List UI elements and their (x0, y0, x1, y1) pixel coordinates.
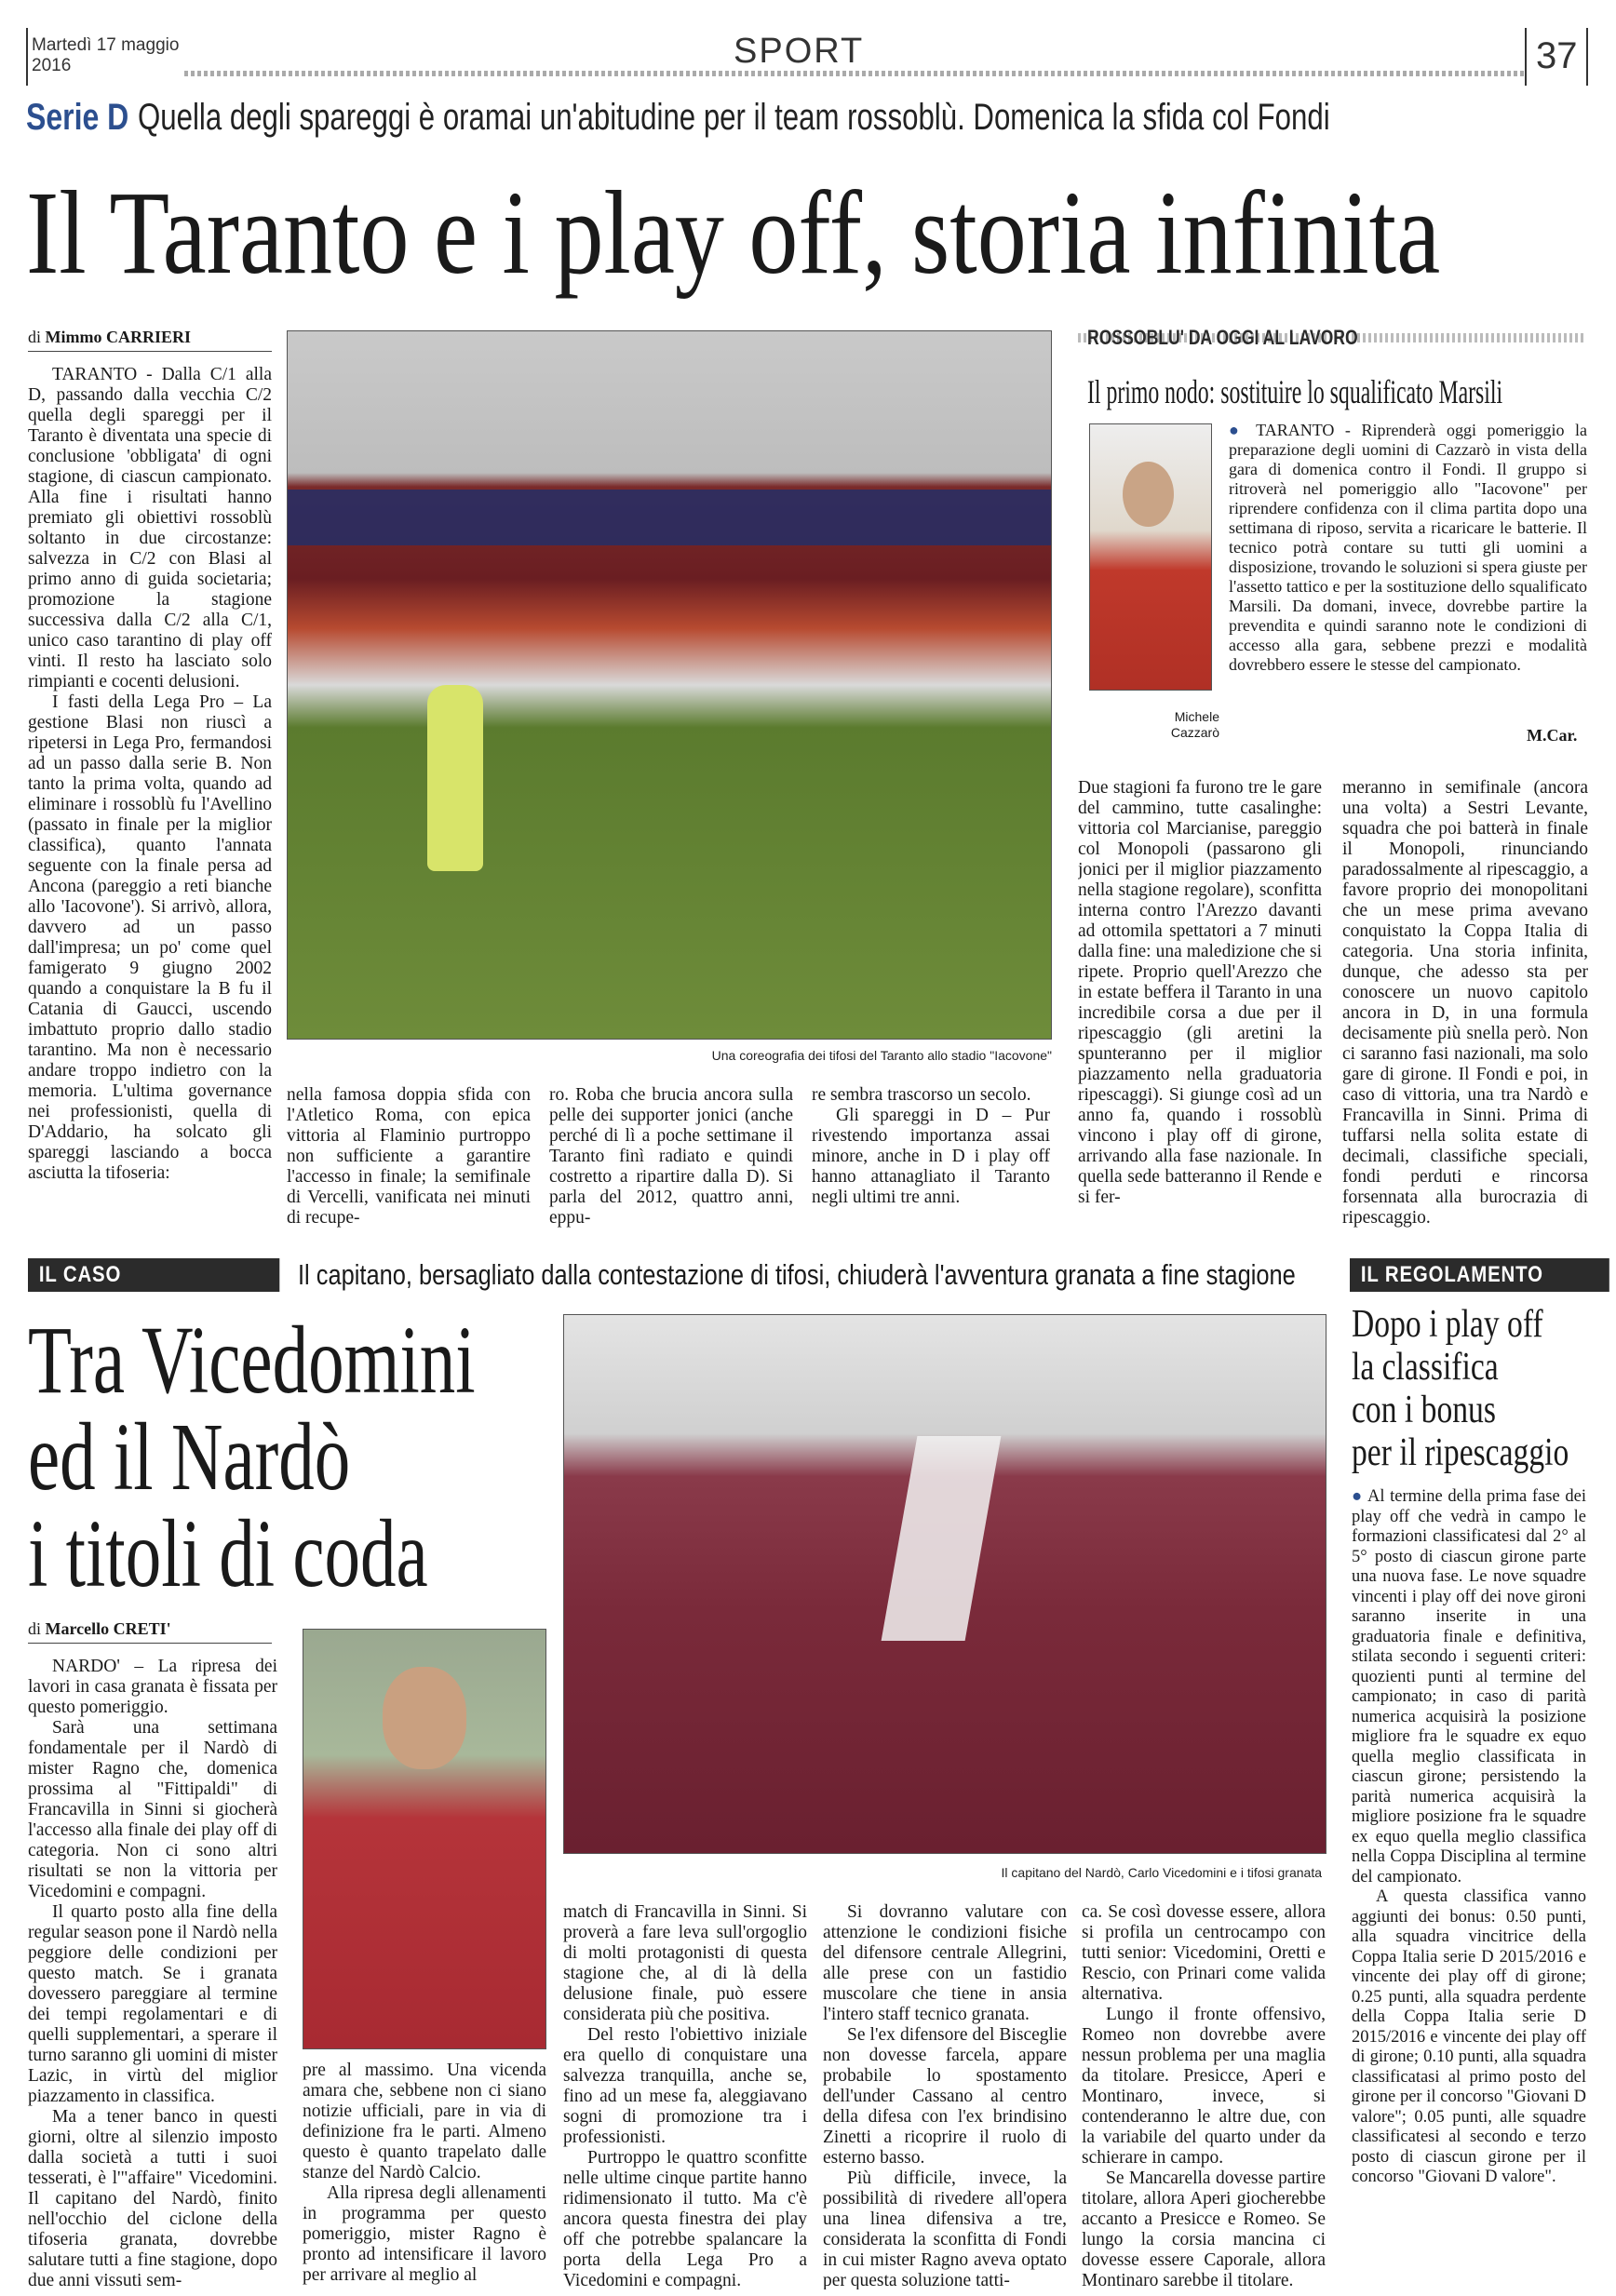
coach-photo (1089, 423, 1212, 691)
caso-headline-l3: i titoli di coda (28, 1500, 428, 1607)
sidebar-top-signature: M.Car. (1527, 726, 1578, 745)
caso-col1 (28, 1657, 277, 2289)
fans-photo (563, 1314, 1326, 1854)
header-right-rule (1525, 28, 1527, 86)
main-col5-p1: Due stagioni fa furono tre le gare del cammino, tutte casalinghe: vittoria col Marcianise, pareggio col Monopoli (passarono gli jonici per il miglior piazzamento nella stagione regolare), sconfitta interna contro l'Arezzo davanti ad ottomila spettatori a 7 minuti dalla fine: una maledizione che si ripete. Proprio quell'Arezzo che in estate beffera il Taranto in una incredibile corsa a due per il ripescaggio (gli aretini la spunteranno per il miglior piazzamento nella graduatoria ripescaggi). Si giunge così ad un anno fa, quando i rossoblù vincono i play off di girone, arrivando alla fase nazionale. In quella sede batteranno il Rende e si fer- (1078, 778, 1322, 1207)
caso-col1-p4: Ma a tener banco in questi giorni, oltre al silenzio imposto dalla società a tutti i suoi tesserati, è l'"affaire" Vicedomini. Il capitano del Nardò, finito nell'occhio del ciclone della tifoseria granata, dovrebbe salutare tutti a fine stagione, dopo due anni vissuti sem- (28, 2107, 277, 2289)
section-title: SPORT (734, 32, 865, 71)
byline-rule (28, 351, 272, 352)
caso-col5-p1: ca. Se così dovesse essere, allora si profila un centrocampo con tutti senior: Vicedomini, Oretti e Rescio, con Prinari come valida alternativa. (1082, 1902, 1326, 2004)
caso-col5 (1082, 1902, 1326, 2289)
caso-byline-name: Marcello CRETI' (45, 1619, 171, 1638)
caso-tag: IL CASO (28, 1258, 279, 1292)
header-left-rule (26, 28, 28, 86)
main-photo-caption: Una coreografia dei tifosi del Taranto allo stadio "Iacovone" (711, 1048, 1052, 1063)
main-col4-p2: Gli spareggi in D – Pur rivestendo importanza assai minore, anche in D i play off hanno attanagliato il Taranto negli ultimi tre anni. (812, 1106, 1050, 1207)
regolamento-title-l4: per il ripescaggio (1352, 1431, 1569, 1474)
caso-col5-p2: Lungo il fronte offensivo, Romeo non dovrebbe avere nessun problema per una maglia da titolare. Presicce, Aperi e Montinaro, invece, si contenderanno le altre due, con la variabile del quarto under da schierare in campo. (1082, 2005, 1326, 2168)
bullet-icon: ● (1352, 1487, 1367, 1506)
photo-banner (288, 490, 1051, 545)
regolamento-tag: IL REGOLAMENTO (1350, 1258, 1609, 1292)
caso-col1-p1: NARDO' – La ripresa dei lavori in casa granata è fissata per questo pomeriggio. (28, 1657, 277, 1717)
coach-caption-line2: Cazzarò (1170, 725, 1219, 740)
main-col6 (1342, 778, 1588, 1239)
vicedomini-face (383, 1667, 466, 1769)
caso-kicker: Il capitano, bersagliato dalla contestazione di tifosi, chiuderà l'avventura granata a fine stagione (298, 1258, 1296, 1291)
main-byline (28, 328, 191, 347)
caso-col4-p1: Si dovranno valutare con attenzione le condizioni fisiche del difensore centrale Allegrini, alle prese con un fastidio muscolare che tiene in ansia l'intero staff tecnico granata. (823, 1902, 1067, 2024)
main-photo (287, 330, 1052, 1040)
caso-headline-l2: ed il Nardò (28, 1403, 351, 1511)
header-date-line1: Martedì 17 maggio (32, 35, 180, 55)
regolamento-p2: A questa classifica vanno aggiunti dei bonus: 0.50 punti, alla squadra vincitrice della Coppa Italia serie D 2015/2016 e vincente dei play off di girone; 0.25 punti, alla squadra perdente della Coppa Italia serie D 2015/2016 e vincente dei play off di girone; 0.10 punti, alla squadra classificatasi al primo posto del girone per il concorso "Giovani D valore"; 0.05 punti, alle squadre classificatesi al secondo e terzo posto di ciascun girone per il concorso "Giovani D valore". (1352, 1887, 1586, 2186)
caso-byline-prefix: di (28, 1619, 42, 1638)
main-col5 (1078, 778, 1322, 1239)
caso-col1-p2: Sarà una settimana fondamentale per il Nardò di mister Ragno che, domenica prossima al "Fittipaldi" di Francavilla in Sinni si giocherà l'accesso alla finale dei play off di categoria. Non ci sono altri risultati se non la vittoria per Vicedomini e compagni. (28, 1718, 277, 1901)
main-col1-p1: TARANTO - Dalla C/1 alla D, passando dalla vecchia C/2 quella degli spareggi per il Taranto è diventata una specie di conclusione 'obbligata' di ogni stagione, di ciascun campionato. Alla fine i risultati hanno premiato gli obiettivi rossoblù soltanto in due circostanze: salvezza in C/2 con Blasi al primo anno di guida societaria; promozione la stagione successiva dalla C/2 alla C/1, unico caso tarantino di play off vinti. Il resto ha lasciato solo rimpianti e cocenti delusioni. (28, 365, 272, 691)
regolamento-title-l3: con i bonus (1352, 1389, 1496, 1431)
regolamento-title (1352, 1303, 1569, 1474)
regolamento-title-l1: Dopo i play off (1352, 1303, 1543, 1346)
caso-headline-l1: Tra Vicedomini (28, 1307, 476, 1414)
caso-col2-p1: pre al massimo. Una vicenda amara che, sebbene non ci siano notizie ufficiali, pare in via di definizione fra le parti. Almeno questo è quanto trapelato dalle stanze del Nardò Calcio. (303, 2061, 546, 2182)
header-date (32, 35, 179, 76)
caso-col1-p3: Il quarto posto alla fine della regular season pone il Nardò nella peggiore delle condizioni per questo match. Se i granata dovessero pareggiare al termine dei tempi regolamentari e di quelli supplementari, a sperare il turno saranno gli uomini di mister Lazic, in virtù del miglior piazzamento in classifica. (28, 1902, 277, 2106)
page-header (26, 28, 1590, 86)
sidebar-top-text: TARANTO - Riprenderà oggi pomeriggio la preparazione degli uomini di Cazzarò in vista della gara di domenica contro il Fondi. Il gruppo si ritroverà nel pomeriggio allo "Iacovone" per riprendere confidenza con il clima partita dopo una settimana di riposo, servita a ricaricare le batterie. Il tecnico potrà contare su tutti gli uomini a disposizione, trovando le soluzioni si spera giuste per l'assetto tattico e per la sostituzione dello squalificato Marsili. Da domani, invece, dovrebbe partire la prevendita e quindi saranno note le condizioni di accesso alla gara, sebbene prezzi e modalità dovrebbero essere le stesse del campionato. (1229, 421, 1587, 674)
main-col1 (28, 365, 272, 1240)
caso-col3-p3: Purtroppo le quattro sconfitte nelle ultime cinque partite hanno ridimensionato il tutto. Ma c'è ancora questa finestra dei play off che potrebbe spalancare la porta della Lega Pro a Vicedomini e compagni. (563, 2148, 807, 2289)
caso-byline-rule (28, 1643, 272, 1644)
caso-col2-p2: Alla ripresa degli allenamenti in programma per questo pomeriggio, mister Ragno è pronto ad intensificare il lavoro per arrivare al meglio al (303, 2183, 546, 2285)
header-date-line2: 2016 (32, 56, 72, 75)
caso-col2 (303, 2061, 546, 2289)
main-col4-p1: re sembra trascorso un secolo. (812, 1085, 1031, 1105)
caso-headline (28, 1307, 476, 1607)
page-number: 37 (1536, 35, 1578, 76)
fans-photo-caption: Il capitano del Nardò, Carlo Vicedomini e i tifosi granata (1001, 1865, 1322, 1880)
fans-flag (882, 1436, 1002, 1641)
vicedomini-photo (303, 1629, 546, 2049)
caso-col3-p1: match di Francavilla in Sinni. Si proverà a fare leva sull'orgoglio di molti protagonisti di questa stagione che, al di là della delusione finale, può essere considerata più che positiva. (563, 1902, 807, 2024)
sidebar-top-band: ROSSOBLU' DA OGGI AL LAVORO (1087, 326, 1358, 349)
main-col2 (287, 1085, 531, 1239)
sidebar-top-body (1229, 421, 1587, 746)
coach-caption (1145, 709, 1219, 741)
byline-prefix: di (28, 328, 42, 346)
byline-name: Mimmo CARRIERI (45, 328, 192, 346)
regolamento-title-l2: la classifica (1352, 1346, 1499, 1389)
caso-col3-p2: Del resto l'obiettivo iniziale era quello di conquistare una salvezza tranquilla, anche se, fino ad un mese fa, aleggiavano sogni di promozione tra i professionisti. (563, 2025, 807, 2147)
caso-col4-p2: Se l'ex difensore del Bisceglie non dovesse farcela, appare probabile lo spostamento dell'under Cassano al centro della difesa con l'ex brindisino Zinetti a ricoprire il ruolo di esterno basso. (823, 2025, 1067, 2168)
photo-referee (427, 685, 483, 871)
main-col3 (549, 1085, 793, 1239)
coach-caption-line1: Michele (1174, 709, 1219, 724)
kicker-label: Serie D (26, 97, 129, 138)
caso-byline (28, 1619, 171, 1639)
main-kicker (26, 97, 1590, 139)
main-col4 (812, 1085, 1050, 1239)
kicker-text: Quella degli spareggi è oramai un'abitudine per il team rossoblù. Domenica la sfida col Fondi (138, 97, 1330, 138)
main-col2-p1: nella famosa doppia sfida con l'Atletico Roma, con epica vittoria al Flaminio purtroppo non sufficiente a garantire l'accesso in finale; la semifinale di Vercelli, vanificata nei minuti di recupe- (287, 1085, 531, 1228)
main-headline: Il Taranto e i play off, storia infinita (26, 167, 1441, 299)
regolamento-p1: Al termine della prima fase dei play off che vedrà in campo le formazioni classificatesi dal 2° al 5° posto di ciascun girone parte una nuova fase. Le nove squadre vincenti i play off dei nove gironi saranno inserite in una graduatoria finale e definitiva, stilata secondo i seguenti criteri: quozienti punti al termine del campionato; in caso di parità numerica acquisirà la posizione migliore fra le squadre ex equo quella meglio classificata in ciascun girone; persistendo la parità numerica acquisirà la migliore posizione fra le squadre ex equo quella meglio classifica nella Coppa Disciplina al termine del campionato. (1352, 1487, 1586, 1886)
caso-col4-p3: Più difficile, invece, la possibilità di rivedere all'opera una linea difensiva a tre, considerata la sconfitta di Fondi in cui mister Ragno aveva optato per questa soluzione tatti- (823, 2168, 1067, 2289)
main-col1-p2: I fasti della Lega Pro – La gestione Blasi non riuscì a ripetersi in Lega Pro, fermandosi ad un passo dalla serie B. Non tanto la prima volta, quando ad eliminare i rossoblù fu l'Avellino (passato in finale per la miglior classifica), quanto l'annata seguente con la finale persa ad Ancona (pareggio a reti bianche allo 'Iacovone'). Si arrivò, allora, davvero ad un passo dall'impresa; un po' come quel famigerato 9 giugno 2002 quando a conquistare la B fu il Catania di Gaucci, uscendo imbattuto proprio dallo stadio tarantino. Ma non è necessario andare troppo indietro con la memoria. L'ultima governance nei professionisti, quella di D'Addario, ha solcato gli spareggi lasciando a bocca asciutta la tifoseria: (28, 692, 272, 1183)
sidebar-top-title: Il primo nodo: sostituire lo squalificato Marsili (1087, 373, 1503, 410)
main-col6-p1: meranno in semifinale (ancora una volta) a Sestri Levante, squadra che poi batterà in finale il Monopoli, rinunciando paradossalmente al ripescaggio, a favore proprio dei monopolitani che un mese prima avevano conquistato la Coppa Italia di categoria. Una storia infinita, dunque, che adesso sta per conoscere un nuovo capitolo ancora in D, in una formula decisamente più snella però. Non ci saranno fasi nazionali, ma solo gare di girone. Il Fondi e poi, in caso di vittoria, una tra Nardò e Francavilla in Sinni. Prima di tuffarsi nella solita estate di decimali, classifiche speciali, fondi perduti e rincorsa forsennata alla burocrazia di ripescaggio. (1342, 778, 1588, 1228)
coach-photo-face (1123, 462, 1174, 527)
caso-col3 (563, 1902, 807, 2289)
regolamento-body (1352, 1487, 1586, 2289)
caso-col4 (823, 1902, 1067, 2289)
caso-col5-p3: Se Mancarella dovesse partire titolare, allora Aperi giocherebbe accanto a Presicce e Romeo. Se lungo la corsia mancina ci dovesse essere Caporale, allora Montinaro sarebbe il titolare. (1082, 2168, 1326, 2289)
main-col3-p1: ro. Roba che brucia ancora sulla pelle dei supporter jonici (anche perché di lì a poche settimane il Taranto finì radiato e quindi costretto a ripartire dalla D). Si parla del 2012, quattro anni, eppu- (549, 1085, 793, 1228)
header-right-rule-2 (1586, 28, 1588, 86)
bullet-icon: ● (1229, 421, 1257, 439)
